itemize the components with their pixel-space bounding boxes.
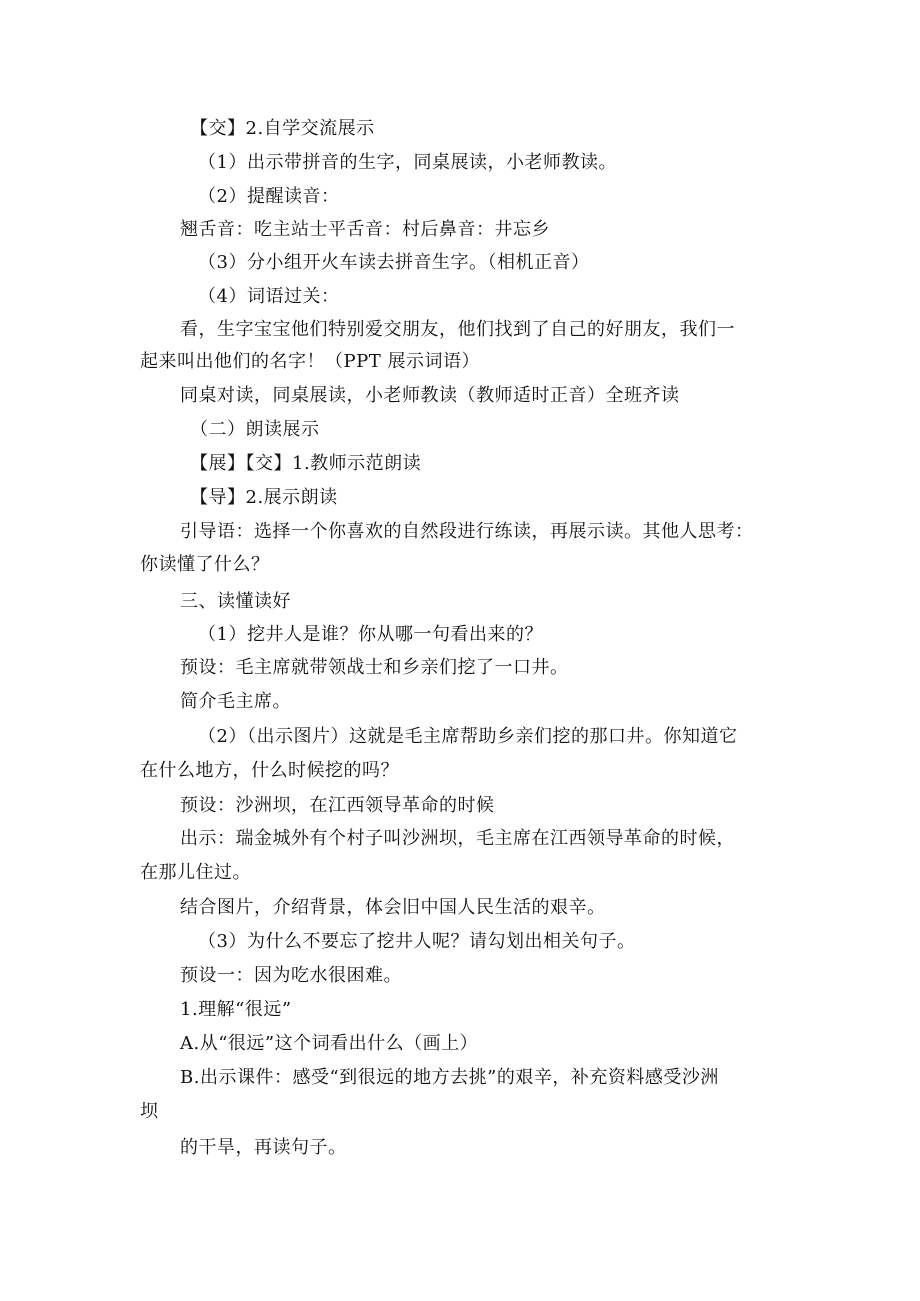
text-line: 同桌对读，同桌展读，小老师教读（教师适时正音）全班齐读 <box>180 385 680 406</box>
text-line: 起来叫出他们的名字！（PPT 展示词语） <box>140 351 480 372</box>
text-line: 坝 <box>140 1101 159 1122</box>
text-line: 预设一：因为吃水很困难。 <box>180 965 402 986</box>
section-heading: （二）朗读展示 <box>190 419 320 440</box>
text-line: （2）（出示图片）这就是毛主席帮助乡亲们挖的那口井。你知道它 <box>198 726 738 747</box>
section-heading: 三、读懂读好 <box>180 591 291 612</box>
text-line: （4）词语过关： <box>198 286 340 307</box>
text-line: 【导】2.展示朗读 <box>190 487 338 508</box>
text-line: （1）出示带拼音的生字，同桌展读，小老师教读。 <box>198 152 617 173</box>
text-line: 结合图片，介绍背景，体会旧中国人民生活的艰辛。 <box>180 897 606 918</box>
text-line: 简介毛主席。 <box>180 691 291 712</box>
text-line: 在什么地方，什么时候挖的吗？ <box>140 760 399 781</box>
text-line: （3）为什么不要忘了挖井人呢？请勾划出相关句子。 <box>198 931 636 952</box>
text-line: 1.理解“很远” <box>180 999 292 1020</box>
text-line: 预设：沙洲坝，在江西领导革命的时候 <box>180 795 495 816</box>
text-line: 看，生字宝宝他们特别爱交朋友，他们找到了自己的好朋友，我们一 <box>180 319 735 340</box>
text-line: 引导语：选择一个你喜欢的自然段进行练读，再展示读。其他人思考： <box>180 521 754 542</box>
text-line: 在那儿住过。 <box>140 862 251 883</box>
text-line: 【展】【交】1.教师示范朗读 <box>190 453 422 474</box>
text-line: （2）提醒读音： <box>198 186 340 207</box>
text-line: 你读懂了什么？ <box>140 554 270 575</box>
text-line: 【交】2.自学交流展示 <box>190 118 375 139</box>
text-line: 翘舌音：吃主站士平舌音：村后鼻音：井忘乡 <box>180 219 550 240</box>
text-line: （3）分小组开火车读去拼音生字。（相机正音） <box>198 252 590 273</box>
text-line: B.出示课件：感受“到很远的地方去挑”的艰辛，补充资料感受沙洲 <box>180 1067 719 1088</box>
text-line: A.从“很远”这个词看出什么（画上） <box>180 1033 479 1054</box>
text-line: 的干旱，再读句子。 <box>180 1137 347 1158</box>
text-line: 预设：毛主席就带领战士和乡亲们挖了一口井。 <box>180 657 569 678</box>
text-line: （1）挖井人是谁？你从哪一句看出来的？ <box>198 624 543 645</box>
text-line: 出示：瑞金城外有个村子叫沙洲坝，毛主席在江西领导革命的时候， <box>180 828 735 849</box>
